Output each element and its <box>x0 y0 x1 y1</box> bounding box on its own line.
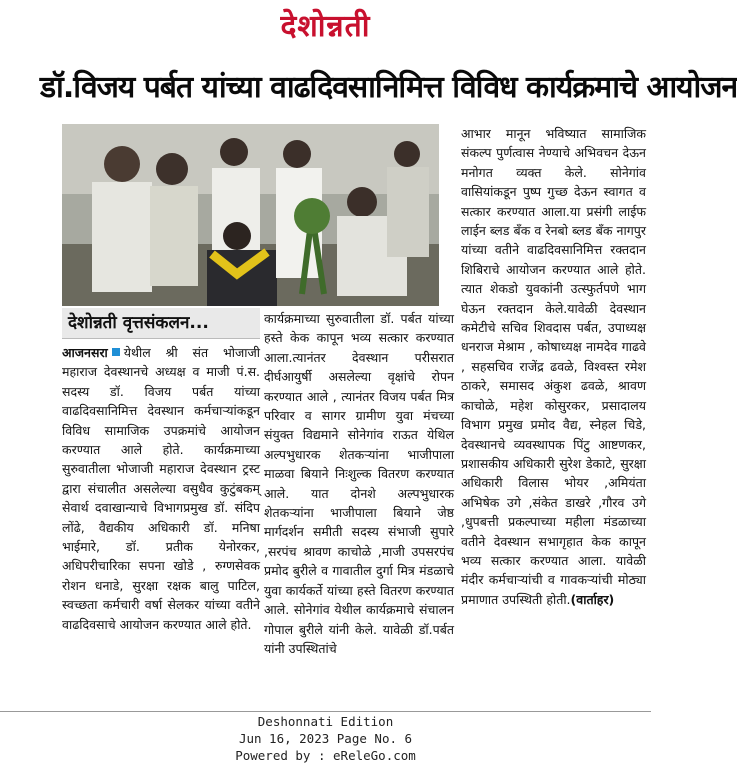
column-2-text: कार्यक्रमाच्या सुरुवातीला डॉ. पर्बत यांच्या हस्ते केक कापून भव्य सत्कार करण्यात आला.त्यानंतर देवस्थान परीसरात दीर्घआयुर्षी असलेल्या वृक्षांचे रोपन करण्यात आले , त्यानंतर विजय पर्बत मित्र परिवार व सागर ग्रामीण युवा मंचच्या संयुक्त विद्यमाने सोनेगांव राऊत येथिल अल्पभुधारक शेतकऱ्यांना भाजीपाला माळवा बियाने निःशुल्क वितरण करण्यात आले. यात दोनशे अल्पभुधारक शेतकऱ्यांना भाजीपाला बियाने जेष्ठ मार्गदर्शन समीती सदस्य संभाजी सुपारे ,सरपंच श्रावण काचोळे ,माजी उपसरपंच प्रमोद बुरीले व गावातील दुर्गा मित्र मंडळाचे युवा कार्यकर्ते यांच्या हस्ते वितरण करण्यात आले. सोनेगांव येथील कार्यक्रमाचे संचालन गोपाल बुरीले यांनी केले. यावेळी डॉ.पर्बत यांनी उपस्थितांचे <box>264 311 454 656</box>
article-photo <box>62 124 439 306</box>
byline-bar <box>62 308 260 339</box>
dateline-marker-icon <box>112 348 120 356</box>
footer-date-page: Jun 16, 2023 Page No. 6 <box>238 731 413 746</box>
footer-divider <box>0 711 651 712</box>
masthead-logo: देशोन्नती <box>280 9 371 44</box>
article-column-3 <box>461 124 646 609</box>
photo-illustration <box>62 124 439 306</box>
dateline-place: आजनसरा <box>62 345 108 360</box>
byline: देशोन्नती वृत्तसंकलन... <box>68 313 209 333</box>
column-1-text: येथील श्री संत भोजाजी महाराज देवस्थानचे अध्यक्ष व माजी पं.स. सदस्य डॉ. विजय पर्बत यांच्या वाढदिवसानिमित्त देवस्थान कर्मचाऱ्यांकडून विविध सामाजिक उपक्रमांचे आयोजन करण्यात आले होते. कार्यक्रमाच्या सुरुवातीला भोजाजी महाराज देवस्थान ट्रस्ट द्वारा संचालीत असलेल्या वसुधैव कुटुंबकम् सेवार्थ दवाखान्याचे विभागप्रमुख डॉ. संदिप लोंढे, वैद्यकीय अधिकारी डॉ. मनिषा भाईमारे, डॉ. प्रतीक येनोरकर, अधिपरीचारिका सपना खोडे , रुग्णसेवक रोशन धनाडे, सुरक्षा रक्षक बालु पाटिल, स्वच्छता कर्मचारी वर्षा सेलकर यांच्या वतीने वाढदिवसाचे आयोजन करण्यात आले होते. <box>62 345 260 632</box>
masthead <box>0 4 651 45</box>
article-column-1 <box>62 343 260 634</box>
footer-powered-by: Powered by : eReleGo.com <box>235 748 416 763</box>
footer-edition: Deshonnati Edition <box>257 714 394 729</box>
column-3-text: आभार मानून भविष्यात सामाजिक संकल्प पुर्णत्वास नेण्याचे अभिवचन देऊन मनोगत व्यक्त केले. सोनेगांव वासियांकडून पुष्प गुच्छ देऊन स्वागत व सत्कार करण्यात आला.या प्रसंगी लाईफ लाईन ब्लड बँक व रेनबो ब्लड बँक नागपुर यांच्या वतीने वाढदिवसानिमित्त रक्तदान शिबिराचे आयोजन करण्यात आले होते. त्यात शेकडो युवकांनी उत्स्फुर्तपणे भाग घेऊन रक्तदान केले.यावेळी देवस्थान कमेटीचे सचिव शिवदास पर्बत, उपाध्यक्ष धनराज मेश्राम , कोषाध्यक्ष नामदेव गाढवे , सहसचिव राजेंद्र ढवळे, विश्वस्त रमेश ठाकरे, समासद अंकुश ढवळे, श्रावण काचोळे, महेश कोसुरकर, प्रसादालय विभाग प्रमुख प्रमोद वैद्य, स्नेहल चिडे, देवस्थानचे व्यवस्थापक पिंटु आष्टणकर, प्रशासकीय अधिकारी सुरेश डेकाटे, सुरक्षा अधिकारी विलास भोयर ,अमियंता अभिषेक उगे ,संकेत डाखरे ,गौरव उगे ,धुपबत्ती प्रकल्पाच्या महीला मंडळाच्या वतीने देवस्थान सभागृहात केक कापून भव्य सत्कार करण्यात आला. यावेळी मंदीर कर्मचाऱ्यांची व गावकऱ्यांची मोठ्या प्रमाणात उपस्थिती होती. <box>461 126 646 607</box>
article-headline: डॉ.विजय पर्बत यांच्या वाढदिवसानिमित्त विविध कार्यक्रमाचे आयोजन <box>40 70 737 105</box>
footer <box>0 713 651 764</box>
reporter-credit: (वार्ताहर) <box>570 591 615 607</box>
article-column-2 <box>264 309 454 658</box>
